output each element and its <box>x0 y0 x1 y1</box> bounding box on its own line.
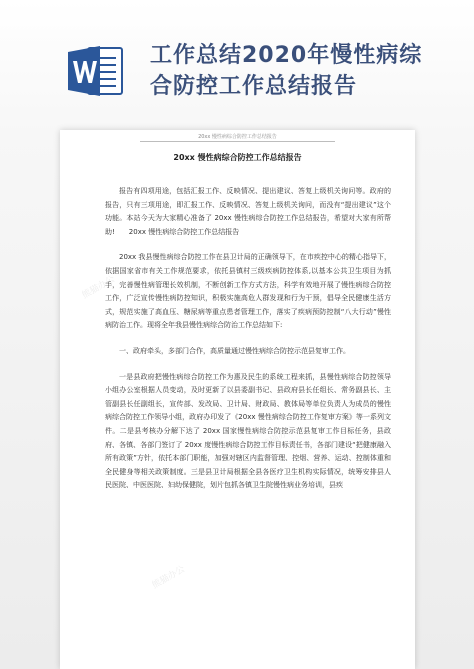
watermark: 熊猫办公 <box>260 424 297 452</box>
running-header: 20xx 慢性病综合防控工作总结报告 <box>140 133 335 142</box>
document-page <box>60 130 415 669</box>
document-title: 20xx 慢性病综合防控工作总结报告 <box>173 153 302 162</box>
word-icon <box>66 42 124 100</box>
paragraph: 20xx 我县慢性病综合防控工作在县卫计局的正确领导下，在市疾控中心的精心指导下，依据国家省市有关工作规范要求，依托县镇村三级疾病防控体系,以基本公共卫生项目为抓手，完善慢性病管理长效机制，不断创新工作方式方法，科学有效地开展了慢性病综合防控工作，广泛宣传慢性病防控知识，积极实施高危人群发现和行为干预，倡导全民健康生活方式，规范实施了高血压、糖尿病等重点患者管理工作，落实了疾病预防控制“八大行动”慢性病防治工作。现将全年我县慢性病综合防治工作总结如下: <box>105 253 391 330</box>
document-body <box>105 185 391 493</box>
paragraph-heading: 一、政府牵头，多部门合作，高质量通过慢性病综合防控示范县复审工作。 <box>119 346 350 355</box>
title-line-1: 工作总结2020年慢性病综 <box>150 43 423 68</box>
page-title <box>150 40 460 102</box>
watermark: 熊猫办公 <box>80 274 117 302</box>
title-line-2: 合防控工作总结报告 <box>150 74 358 99</box>
watermark: 熊猫办公 <box>150 564 187 592</box>
paragraph: 一是县政府把慢性病综合防控工作为惠及民生的系统工程来抓，县慢性病综合防控领导小组办公室根据人员变动，及时更新了以县委副书记、县政府县长任组长、常务副县长、主管副县长任副组长，宣传部、发改局、卫计局、财政局、教体局等单位负责人为成员的慢性病综合防控工作领导小组，政府办印发了《20xx 慢性病综合防控工作复审方案》等一系列文件。二是县考核办分解下达了 20xx 国家慢性病综合防控示范县复审工作目标任务，县政府、各镇、各部门签订了 20xx 度慢性病综合防控工作目标责任书，各部门建设“把健康融入所有政策”方针，依托本部门职能，加强对辖区内监督管理、控烟、营养、运动、控制体重和全民健身等相关政策制度。三是县卫计局根据全县各医疗卫生机构实际情况，统筹安排县人民医院、中医医院、妇幼保健院，划片包抓各镇卫生院慢性病业务培训，县疾 <box>105 372 391 490</box>
paragraph: 报告有四项用途，包括汇报工作、反映情况、提出建议、答复上级机关询问等。政府的报告，只有三项用途，即汇报工作、反映情况、答复上级机关询问，而没有“提出建议”这个功能。本站今天为大家精心准备了 20xx 慢性病综合防控工作总结报告，希望对大家有所帮助! 20xx 慢性病综合防控工作总结报告 <box>105 187 391 236</box>
